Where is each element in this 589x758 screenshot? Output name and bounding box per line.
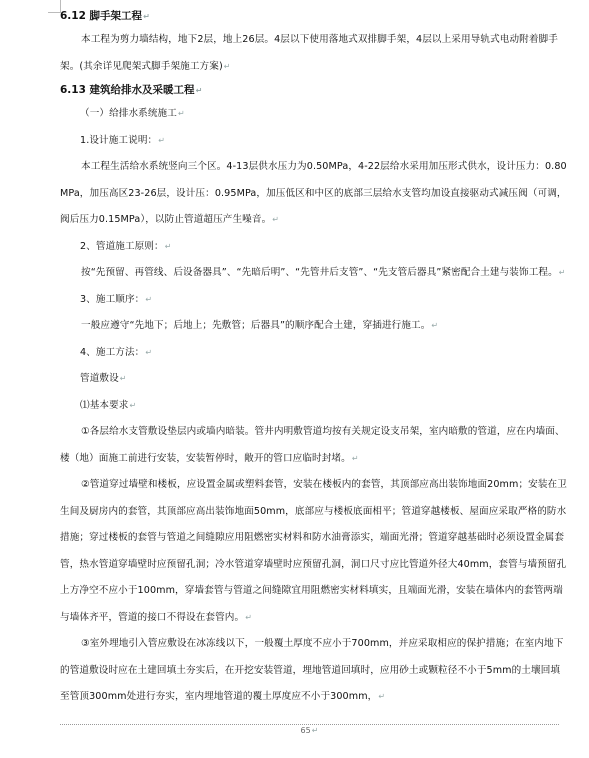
subsection-heading: （一）给排水系统施工↵ — [80, 108, 185, 119]
page-number: 65 — [300, 726, 311, 735]
item-3-title: 3、施工顺序：↵ — [80, 293, 153, 305]
section-6-12-heading: 6.12 脚手架工程↵ — [60, 10, 150, 22]
section-6-13-heading: 6.13 建筑给排水及采暖工程↵ — [60, 84, 203, 96]
page-footer: 65↵ — [60, 724, 559, 735]
basic-requirements-label: ⑴基本要求↵ — [80, 399, 137, 411]
pipe-laying-label: 管道敷设↵ — [80, 373, 127, 384]
item-2-paragraph: 按“先预留、再管线、后设备器具”、“先暗后明”、“先管井后支管”、“先支管后器具”紧密配合土建与装饰工程。↵ — [81, 267, 566, 278]
clause-3-paragraph: ③室外埋地引入管应敷设在冰冻线以下，一般覆土厚度不应小于700mm，并应采取相应的保护措施；在室内地下的管道敷设时应在土建回填土夯实后，在开挖安装管道，埋地管道回填时，应用砂土或颗粒径不小于5mm的土壤回填至管顶300mm处进行夯实，室内埋地管道的覆土厚度应不小于300mm，↵ — [60, 638, 564, 702]
item-1-title: 1.设计施工说明：↵ — [80, 134, 166, 146]
clause-2-paragraph: ②管道穿过墙壁和楼板，应设置金属或塑料套管，安装在楼板内的套管，其顶部应高出装饰地面20mm；安装在卫生间及厨房内的套管，其顶部应高出装饰地面50mm，底部应与楼板底面相平；管道穿越楼板、屋面应采取严格的防水措施；穿过楼板的套管与管道之间缝隙应用阻燃密实材料和防水油膏添实，端面光滑；管道穿越基础时必须设置金属套管，热水管道穿墙壁时应预留孔洞；冷水管道穿墙壁时应预留孔洞，洞口尺寸应比管道外径大40mm，套管与墙预留孔上方净空不应小于100mm，穿墙套管与管道之间缝隙宜用阻燃密实材料填实，且端面光滑，安装在墙体内的套管两端与墙体齐平，管道的接口不得设在套管内。↵ — [60, 479, 567, 623]
item-3-paragraph: 一般应遵守“先地下；后地上；先敷管；后器具”的顺序配合土建，穿插进行施工。↵ — [81, 320, 439, 331]
item-1-paragraph: 本工程生活给水系统竖向三个区。4-13层供水压力为0.50MPa，4-22层给水采用加压形式供水，设计压力：0.80 MPa，加压高区23-26层，设计压：0.95MPa，加压低区和中区的底部三层给水支管均加设直接驱动式减压阀（可调，阀后压力0.15MPa），以防止管道超压产生噪音。↵ — [60, 161, 567, 225]
clause-1-paragraph: ①各层给水支管敷设垫层内或墙内暗装。管井内明敷管道均按有关规定设支吊架，室内暗敷的管道，应在内墙面、楼（地）面施工前进行安装，安装暂停时，敞开的管口应临时封堵。↵ — [60, 426, 565, 464]
page-corner-mark — [48, 0, 61, 13]
section-6-12-paragraph: 本工程为剪力墙结构，地下2层，地上26层。4层以下使用落地式双排脚手架，4层以上采用导轨式电动附着脚手架。(其余详见爬架式脚手架施工方案)↵ — [60, 34, 558, 72]
item-2-title: 2、管道施工原则：↵ — [80, 240, 172, 252]
item-4-title: 4、施工方法：↵ — [80, 346, 153, 358]
